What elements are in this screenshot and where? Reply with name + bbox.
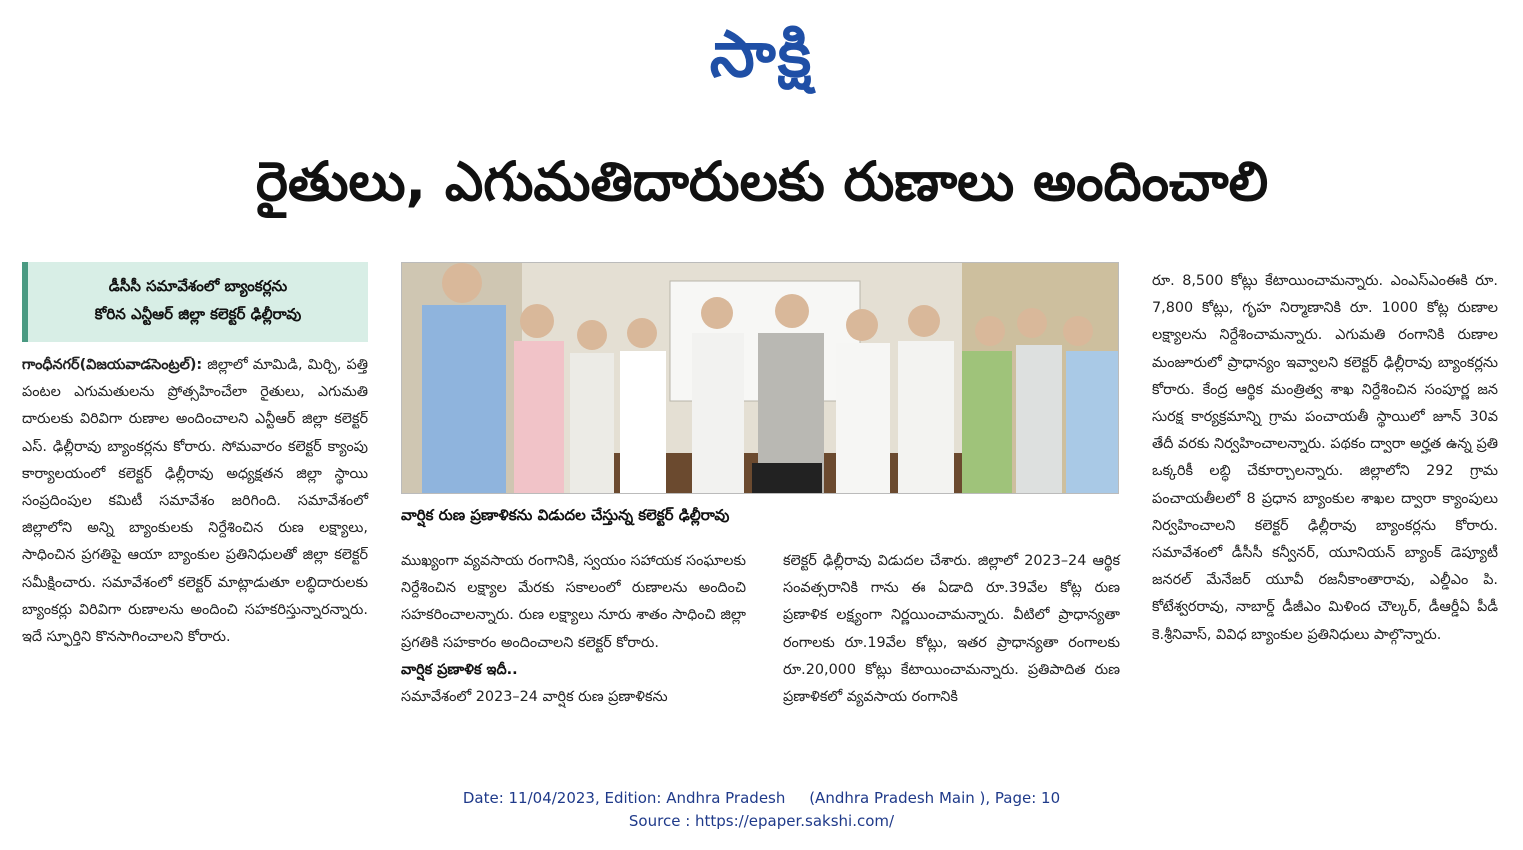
article-headline: రైతులు, ఎగుమతిదారులకు రుణాలు అందించాలి [255, 150, 1269, 213]
subhead-line-1: డీసీసీ సమావేశంలో బ్యాంకర్లను [108, 277, 288, 295]
photo-illustration [402, 263, 1119, 494]
footer-info [0, 787, 1523, 833]
article-column-2 [401, 548, 746, 711]
subhead-line-2: కోరిన ఎన్టీఆర్ జిల్లా కలెక్టర్ ఢిల్లీరావు [94, 305, 302, 323]
column-4-text: రూ. 8,500 కోట్లు కేటాయించామన్నారు. ఎంఎస్ఎంఈకి రూ. 7,800 కోట్లు, గృహ నిర్మాణానికి రూ. 1000 కోట్ల రుణాల లక్ష్యాలను నిర్దేశించామన్నారు. ఎగుమతి రంగానికి రుణాల మంజూరులో ప్రాధాన్యం ఇవ్వాలని కలెక్టర్ ఢిల్లీరావు బ్యాంకర్లను కోరారు. కేంద్ర ఆర్థిక మంత్రిత్వ శాఖ నిర్దేశించిన సంపూర్ణ జన సురక్ష కార్యక్రమాన్ని గ్రామ పంచాయతీ స్థాయిలో జూన్ 30వ తేదీ వరకు నిర్వహించాలన్నారు. పథకం ద్వారా అర్హత ఉన్న ప్రతి ఒక్కరికీ లబ్ధి చేకూర్చాలన్నారు. జిల్లాలోని 292 గ్రామ పంచాయతీలలో 8 ప్రధాన బ్యాంకుల శాఖల ద్వారా క్యాంపులు నిర్వహించాలని కలెక్టర్ ఢిల్లీరావు బ్యాంకర్లను కోరారు. సమావేశంలో డీసీసీ కన్వీనర్, యూనియన్ బ్యాంక్ డెప్యూటీ జనరల్ మేనేజర్ యూవీ రజనీకాంతారావు, ఎల్డీఎం పి. కోటేశ్వరరావు, నాబార్డ్ డీజీఎం మిళింద చౌల్కర్, డీఆర్డీఏ పీడీ కె.శ్రీనివాస్, వివిధ బ్యాంకుల ప్రతినిధులు పాల్గొన్నారు. [1152, 273, 1498, 643]
photo-caption: వార్షిక రుణ ప్రణాళికను విడుదల చేస్తున్న కలెక్టర్ ఢిల్లీరావు [401, 506, 730, 524]
column-3-text: కలెక్టర్ ఢిల్లీరావు విడుదల చేశారు. జిల్లాలో 2023–24 ఆర్థిక సంవత్సరానికి గాను ఈ ఏడాది రూ.39వేల కోట్ల రుణ ప్రణాళిక లక్ష్యంగా నిర్ణయించామన్నారు. వీటిలో ప్రాధాన్యతా రంగాలకు రూ.19వేల కోట్లు, ఇతర ప్రాధాన్యతా రంగాలకు రూ.20,000 కోట్లు కేటాయించామన్నారు. ప్రతిపాదిత రుణ ప్రణాళికలో వ్యవసాయ రంగానికి [783, 553, 1120, 706]
section-heading: వార్షిక ప్రణాళిక ఇదీ.. [401, 661, 518, 678]
article-column-1 [22, 352, 368, 651]
article-dateline: గాంధీనగర్(విజయవాడసెంట్రల్): [22, 357, 203, 373]
footer-date-edition: Date: 11/04/2023, Edition: Andhra Pradesh (Andhra Pradesh Main ), Page: 10 [462, 789, 1061, 807]
article-column-4 [1152, 268, 1498, 649]
masthead-logo [0, 18, 1523, 107]
masthead-name: సాక్షి [709, 18, 814, 92]
footer-source: Source : https://epaper.sakshi.com/ [628, 812, 895, 830]
column-1-text: జిల్లాలో మామిడి, మిర్చి, పత్తి పంటల ఎగుమతులను ప్రోత్సహించేలా రైతులు, ఎగుమతి దారులకు విరివిగా రుణాల అందించాలని ఎన్టీఆర్ జిల్లా కలెక్టర్ ఎస్. ఢిల్లీరావు బ్యాంకర్లను కోరారు. సోమవారం కలెక్టర్ క్యాంపు కార్యాలయంలో కలెక్టర్ ఢిల్లీరావు అధ్యక్షతన జిల్లా స్థాయి సంప్రదింపుల కమిటీ సమావేశం జరిగింది. సమావేశంలో జిల్లాలోని అన్ని బ్యాంకులకు నిర్దేశించిన రుణ లక్ష్యాలు, సాధించిన ప్రగతిపై ఆయా బ్యాంకుల ప్రతినిధులతో జిల్లా కలెక్టర్ సమీక్షించారు. సమావేశంలో కలెక్టర్ మాట్లాడుతూ లబ్ధిదారులకు బ్యాంకర్లు విరివిగా రుణాలను అందించి సహకరిస్తున్నారన్నారు. ఇదే స్ఫూర్తిని కొనసాగించాలని కోరారు. [22, 357, 369, 646]
event-photo [401, 262, 1119, 494]
column-2-text-continued: సమావేశంలో 2023–24 వార్షిక రుణ ప్రణాళికను [401, 689, 668, 706]
article-column-3 [783, 548, 1120, 711]
article-subhead [22, 262, 368, 342]
column-2-text: ముఖ్యంగా వ్యవసాయ రంగానికి, స్వయం సహాయక సంఘాలకు నిర్దేశించిన లక్ష్యాల మేరకు సకాలంలో రుణాలను అందించి సహకరించాలన్నారు. రుణ లక్ష్యాలు నూరు శాతం సాధించి జిల్లా ప్రగతికి సహకారం అందించాలని కలెక్టర్ కోరారు. [401, 553, 746, 651]
